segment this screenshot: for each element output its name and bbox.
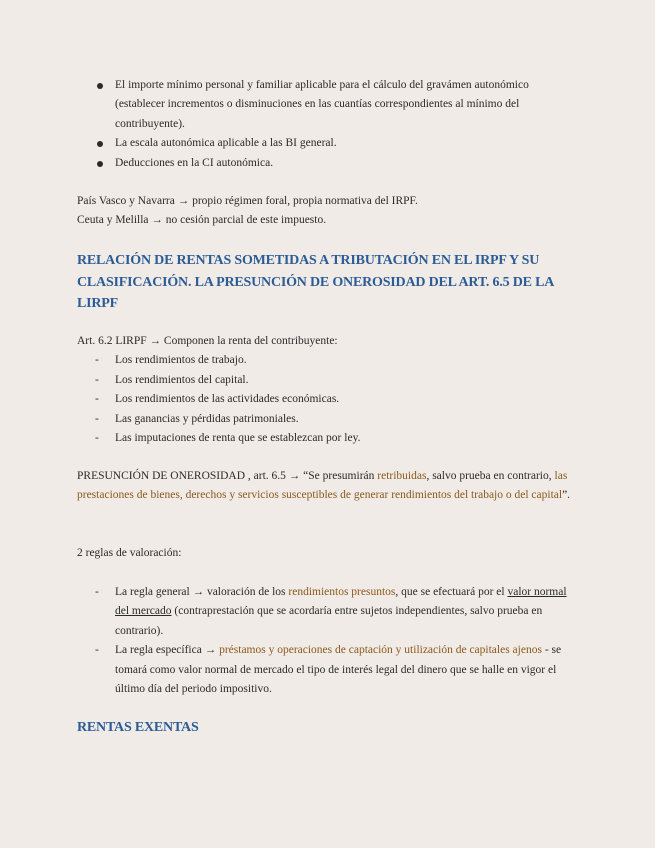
reglas-intro: 2 reglas de valoración:	[77, 547, 182, 559]
list-item-text: Las ganancias y pérdidas patrimoniales.	[115, 412, 299, 425]
foral-line-1: País Vasco y Navarra → propio régimen foral, propia normativa del IRPF.	[77, 195, 418, 207]
list-item	[77, 351, 577, 370]
dash-marker: -	[95, 412, 99, 425]
list-item-text: El importe mínimo personal y familiar aplicable para el cálculo del gravámen autonómico (establecer incrementos o disminuciones en las cuantías correspondientes al mínimo del contribuyente).	[115, 79, 529, 130]
dash-marker: -	[95, 373, 99, 386]
list-item-text: Los rendimientos de las actividades económicas.	[115, 393, 340, 406]
reglas-list-container	[77, 583, 577, 699]
regla-text-part: , que se efectuará por el	[395, 586, 508, 598]
autonomic-bullet-list	[77, 76, 577, 173]
regla-especifica-item	[77, 641, 577, 699]
regla-text-part: - se tomará como valor normal de mercado el tipo de interés legal del dinero que se halle en vigor el último día del periodo impositivo.	[115, 644, 562, 696]
presuncion-text	[77, 467, 577, 506]
list-item	[77, 371, 577, 390]
dash-marker: -	[95, 586, 99, 598]
art-6-2-intro: Art. 6.2 LIRPF → Componen la renta del contribuyente:	[77, 335, 338, 347]
dash-marker: -	[95, 354, 99, 367]
foral-line-2: Ceuta y Melilla → no cesión parcial de este impuesto.	[77, 214, 327, 227]
art-6-2-section	[77, 332, 577, 448]
bullet-icon	[97, 83, 103, 89]
highlight-rendimientos-presuntos: rendimientos presuntos	[288, 586, 396, 598]
highlight-prestaciones: las prestaciones de bienes, derechos y servicios susceptibles de generar rendimientos del trabajo o del capital	[77, 470, 568, 502]
presuncion-text-part: PRESUNCIÓN DE ONEROSIDAD , art. 6.5 → “Se presumirán	[77, 470, 378, 482]
list-item	[77, 390, 577, 409]
list-item-text: Los rendimientos del capital.	[115, 373, 249, 386]
list-item	[77, 76, 577, 134]
reglas-list	[77, 583, 577, 699]
list-item-text: Los rendimientos de trabajo.	[115, 354, 247, 367]
bullet-icon	[97, 141, 103, 147]
regla-text-part: La regla general → valoración de los	[115, 586, 289, 598]
rentas-list	[77, 351, 577, 448]
highlight-retribuidas: retribuidas	[377, 470, 427, 482]
presuncion-paragraph	[77, 467, 577, 506]
highlight-prestamos: préstamos y operaciones de captación y utilización de capitales ajenos	[219, 644, 542, 657]
dash-marker: -	[95, 432, 99, 445]
regla-text-part: (contraprestación que se acordaría entre sujetos independientes, salvo prueba en contrario).	[115, 605, 543, 637]
list-item-text: La escala autonómica aplicable a las BI general.	[115, 137, 337, 150]
section-heading-rentas-exentas: RENTAS EXENTAS	[77, 720, 199, 735]
list-item-text: Las imputaciones de renta que se establezcan por ley.	[115, 432, 361, 445]
list-item	[77, 134, 577, 153]
presuncion-text-part: , salvo prueba en contrario,	[426, 470, 555, 482]
dash-marker: -	[95, 644, 99, 657]
presuncion-text-part: ”.	[562, 489, 571, 502]
list-item-text: Deducciones en la CI autonómica.	[115, 156, 274, 169]
underlined-valor-normal: valor normal del mercado	[115, 586, 567, 618]
list-item	[77, 154, 577, 173]
foral-paragraph	[77, 192, 577, 231]
list-item	[77, 429, 577, 448]
dash-marker: -	[95, 393, 99, 406]
section-heading-rentas: RELACIÓN DE RENTAS SOMETIDAS A TRIBUTACIÓN EN EL IRPF Y SU CLASIFICACIÓN. LA PRESUNCIÓN DE ONEROSIDAD DEL ART. 6.5 DE LA LIRPF	[77, 253, 554, 311]
regla-general-item	[77, 583, 577, 641]
regla-text-part: La regla específica →	[115, 644, 220, 657]
list-item	[77, 410, 577, 429]
bullet-icon	[97, 161, 103, 167]
